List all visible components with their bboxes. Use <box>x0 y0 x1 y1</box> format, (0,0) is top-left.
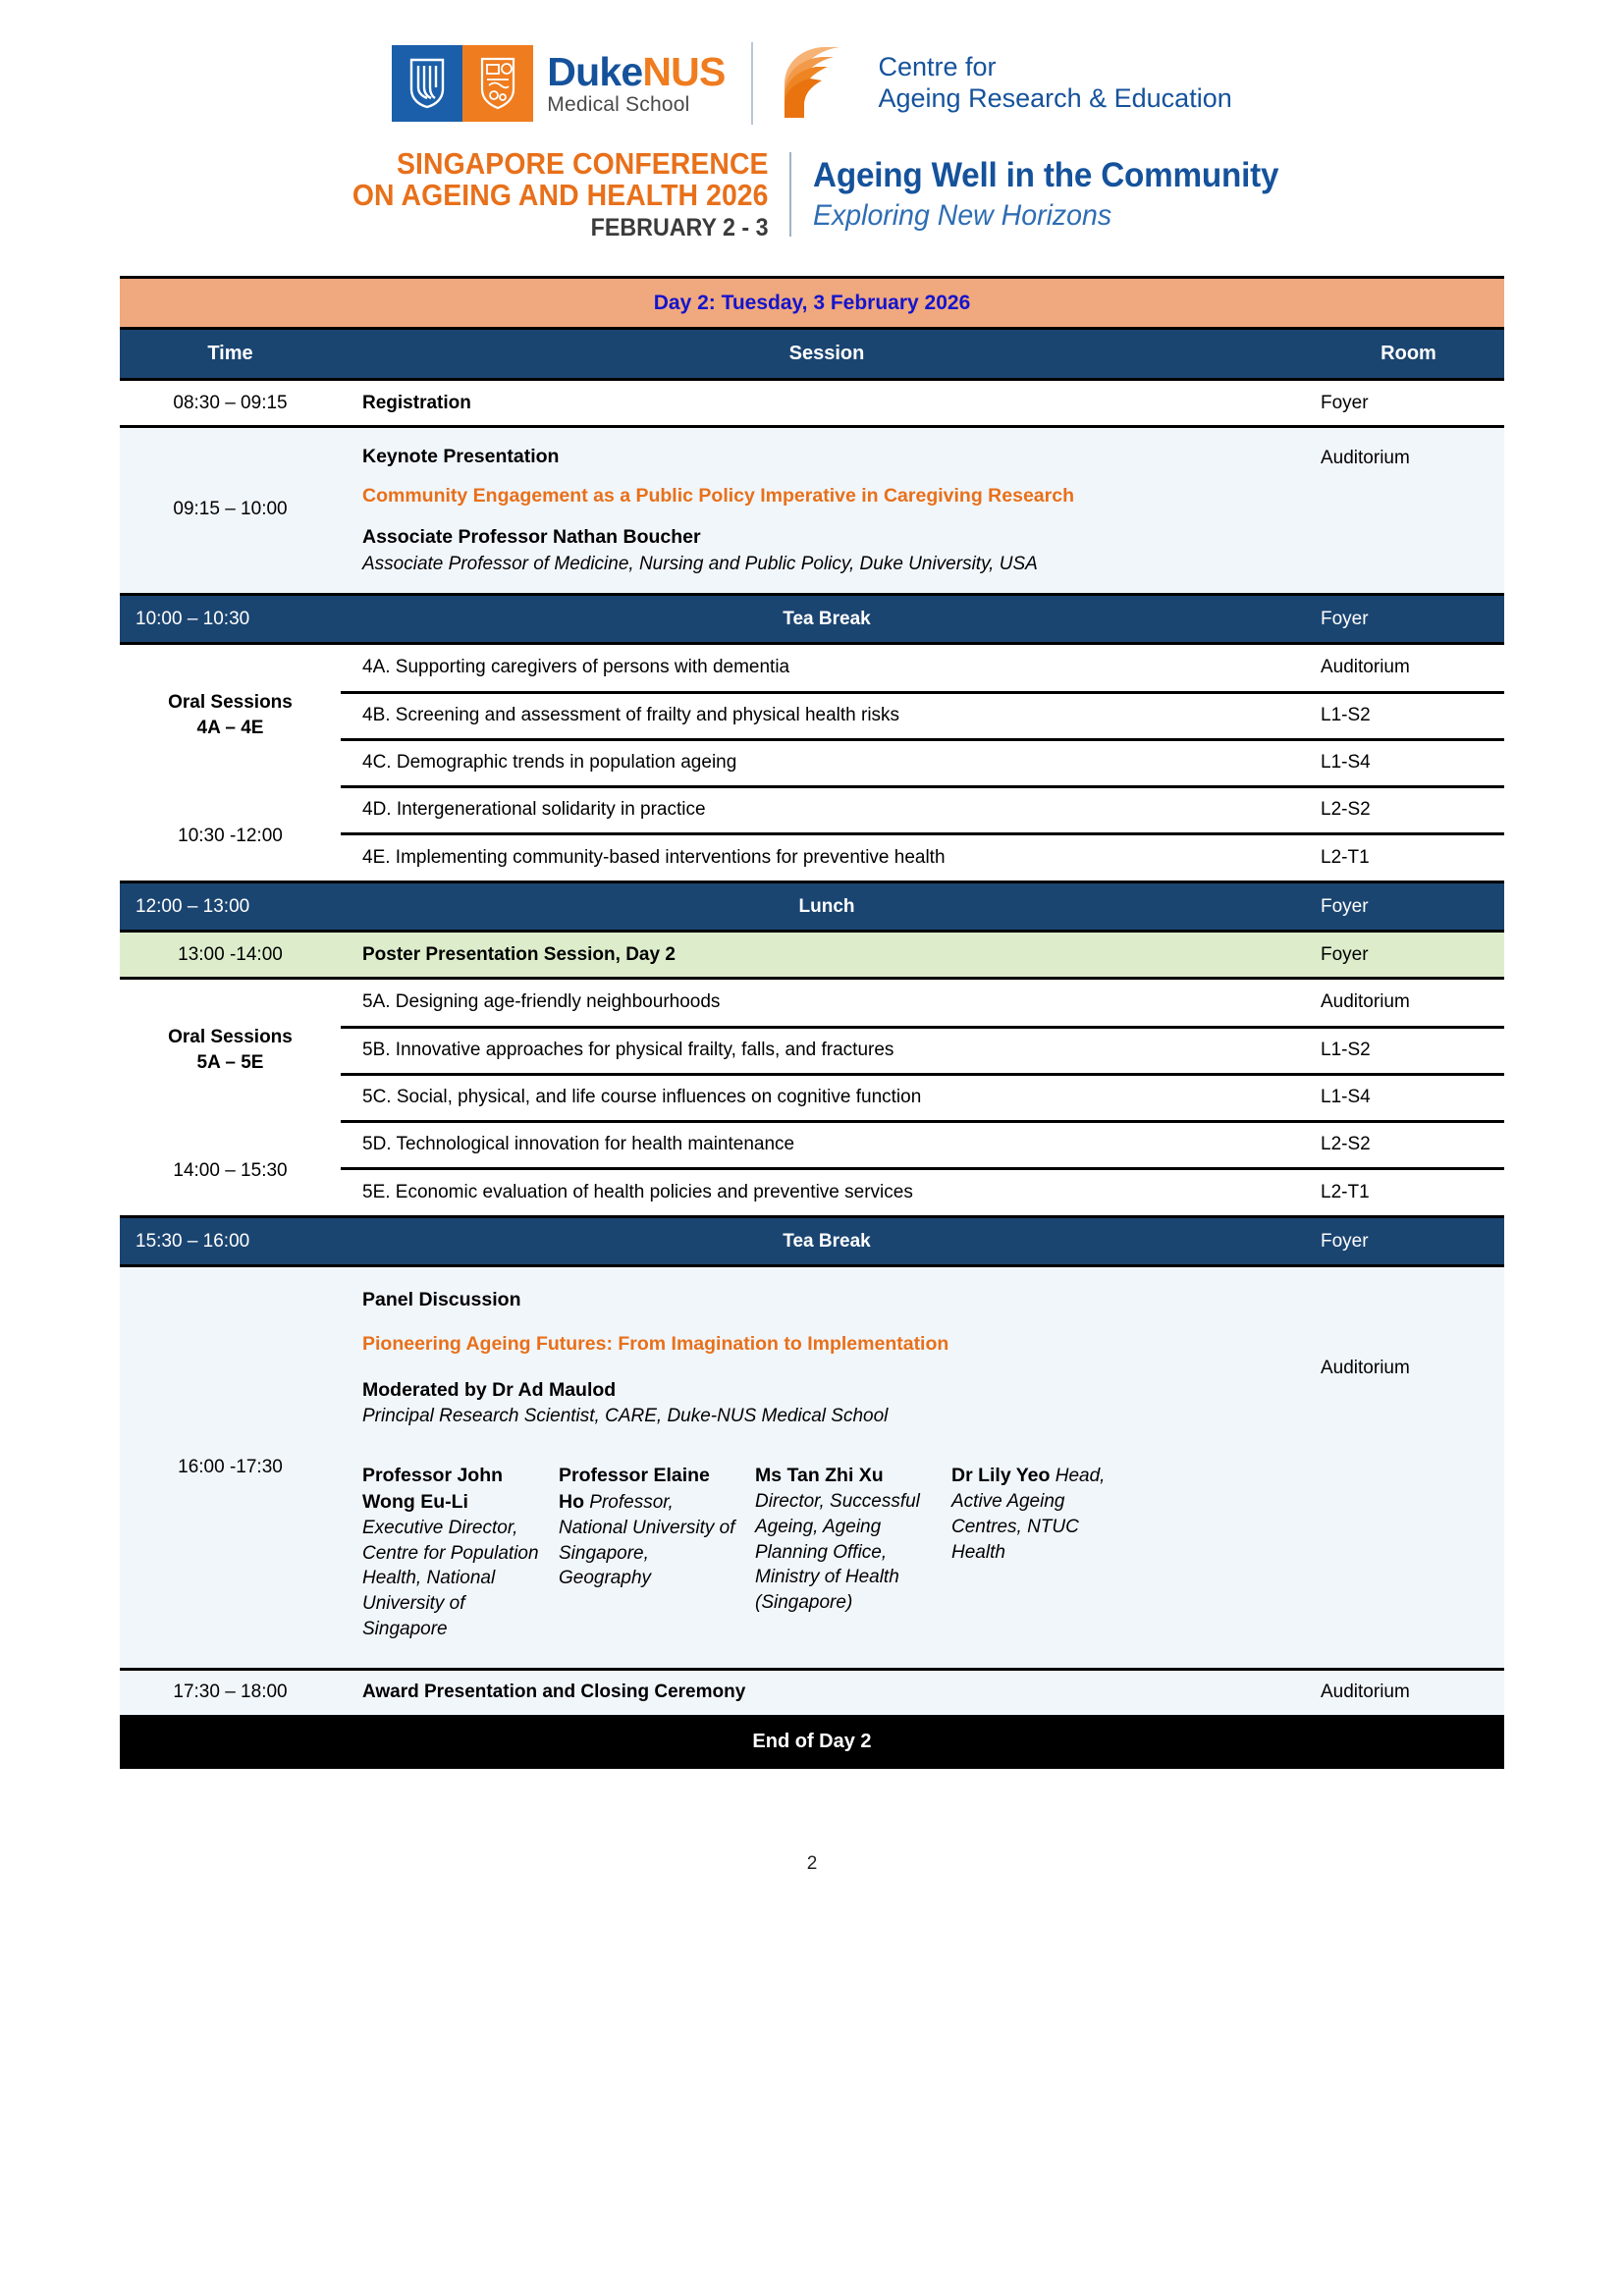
panelist-2-role: Professor, National University of Singapore, Geography <box>559 1491 735 1589</box>
oral-5e-room: L2-T1 <box>1313 1168 1504 1215</box>
tea-break-2-session: Tea Break <box>341 1217 1313 1266</box>
row-lunch <box>120 882 1504 932</box>
dukenus-nus-text: NUS <box>642 48 726 94</box>
oral-4-rows-cell <box>341 644 1504 882</box>
care-swoosh-icon <box>779 41 863 125</box>
panel-moderator: Moderated by Dr Ad Maulod <box>362 1379 617 1402</box>
oral-4-group-range: 4A – 4E <box>196 717 264 738</box>
row-award-ceremony <box>120 1669 1504 1716</box>
oral-5b-room: L1-S2 <box>1313 1027 1504 1074</box>
oral-4d-room: L2-S2 <box>1313 786 1504 833</box>
column-header-row <box>120 329 1504 380</box>
oral-5a-room: Auditorium <box>1313 980 1504 1027</box>
conference-title-block <box>0 148 1624 240</box>
conference-name-line-1: SINGAPORE CONFERENCE <box>396 147 769 181</box>
conference-theme: Ageing Well in the Community <box>813 155 1279 194</box>
oral-4-time-cell <box>120 644 341 882</box>
oral-4e-room: L2-T1 <box>1313 833 1504 881</box>
row-keynote <box>120 427 1504 595</box>
table-row <box>341 1074 1504 1121</box>
care-line-2: Ageing Research & Education <box>878 82 1232 113</box>
keynote-session <box>341 427 1313 595</box>
keynote-label: Keynote Presentation <box>362 446 560 468</box>
list-item <box>755 1463 951 1642</box>
keynote-title: Community Engagement as a Public Policy Imperative in Caregiving Research <box>362 485 1074 507</box>
award-room: Auditorium <box>1313 1669 1504 1716</box>
oral-5c-room: L1-S4 <box>1313 1074 1504 1121</box>
oral-5-subtable <box>341 980 1504 1215</box>
row-end-of-day <box>120 1716 1504 1767</box>
oral-5a-session: 5A. Designing age-friendly neighbourhoods <box>341 980 1313 1027</box>
dukenus-subtitle: Medical School <box>547 92 690 116</box>
oral-5-group-label: Oral Sessions <box>168 1027 293 1048</box>
care-logo <box>779 41 1232 125</box>
column-header-time: Time <box>120 329 341 380</box>
poster-session: Poster Presentation Session, Day 2 <box>341 932 1313 979</box>
oral-5b-session: 5B. Innovative approaches for physical frailty, falls, and fractures <box>341 1027 1313 1074</box>
oral-4c-session: 4C. Demographic trends in population ageing <box>341 739 1313 786</box>
oral-5-group-range: 5A – 5E <box>196 1051 264 1073</box>
table-row <box>341 1168 1504 1215</box>
oral-4-subtable <box>341 645 1504 881</box>
oral-5-rows-cell <box>341 979 1504 1217</box>
end-of-day-text: End of Day 2 <box>120 1716 1504 1767</box>
registration-room: Foyer <box>1313 380 1504 427</box>
row-tea-break-1 <box>120 595 1504 644</box>
page-number: 2 <box>806 1852 818 1874</box>
oral-4d-session: 4D. Intergenerational solidarity in practice <box>341 786 1313 833</box>
row-poster-session <box>120 932 1504 979</box>
panelist-4-name: Dr Lily Yeo <box>951 1465 1051 1487</box>
duke-shield-icon <box>392 45 462 122</box>
list-item <box>362 1463 559 1642</box>
oral-5d-room: L2-S2 <box>1313 1121 1504 1168</box>
table-row <box>341 1121 1504 1168</box>
award-time: 17:30 – 18:00 <box>120 1669 341 1716</box>
oral-5-time: 14:00 – 15:30 <box>173 1160 288 1182</box>
panel-title: Pioneering Ageing Futures: From Imagination to Implementation <box>362 1333 949 1356</box>
keynote-affiliation: Associate Professor of Medicine, Nursing and Public Policy, Duke University, USA <box>362 554 1038 575</box>
dukenus-crest-pair <box>392 45 533 122</box>
row-registration <box>120 380 1504 427</box>
column-header-session: Session <box>341 329 1313 380</box>
dukenus-logo <box>392 45 725 122</box>
schedule-table <box>120 276 1504 1769</box>
panelist-1-name: Professor John Wong Eu-Li <box>362 1465 504 1513</box>
care-line-1: Centre for <box>878 51 997 81</box>
panelist-1-role: Executive Director, Centre for Population Health, National University of Singapore <box>362 1517 539 1640</box>
panel-session <box>341 1266 1313 1670</box>
tea-break-1-session: Tea Break <box>341 595 1313 644</box>
panelist-list <box>362 1463 1313 1642</box>
row-oral-sessions-4 <box>120 644 1504 882</box>
title-divider <box>789 152 791 237</box>
registration-session: Registration <box>341 380 1313 427</box>
panel-label: Panel Discussion <box>362 1289 521 1311</box>
oral-5d-session: 5D. Technological innovation for health maintenance <box>341 1121 1313 1168</box>
logo-divider <box>751 42 753 125</box>
oral-4-group-label: Oral Sessions <box>168 692 293 714</box>
conference-theme-block <box>813 157 1303 233</box>
panelist-4-role: Head, Active Ageing Centres, NTUC Health <box>951 1466 1106 1563</box>
keynote-speaker: Associate Professor Nathan Boucher <box>362 526 701 549</box>
panelist-3-role: Director, Successful Ageing, Ageing Planning Office, Ministry of Health (Singapore) <box>755 1490 920 1614</box>
tea-break-2-time: 15:30 – 16:00 <box>120 1217 341 1266</box>
panelist-2-name: Professor Elaine Ho <box>559 1465 710 1513</box>
table-row <box>341 1027 1504 1074</box>
column-header-room: Room <box>1313 329 1504 380</box>
oral-4a-room: Auditorium <box>1313 645 1504 692</box>
panel-time: 16:00 -17:30 <box>120 1266 341 1670</box>
conference-tagline: Exploring New Horizons <box>813 199 1112 233</box>
dukenus-duke-text: Duke <box>547 48 643 94</box>
conference-name-line-2: ON AGEING AND HEALTH 2026 <box>352 179 769 213</box>
keynote-room: Auditorium <box>1313 427 1504 595</box>
logo-header <box>0 0 1624 125</box>
panel-moderator-affiliation: Principal Research Scientist, CARE, Duke-NUS Medical School <box>362 1406 889 1427</box>
row-panel-discussion <box>120 1266 1504 1670</box>
panelist-3-name: Ms Tan Zhi Xu <box>755 1465 884 1487</box>
row-tea-break-2 <box>120 1217 1504 1266</box>
list-item <box>951 1463 1148 1642</box>
keynote-time: 09:15 – 10:00 <box>120 427 341 595</box>
table-row <box>341 833 1504 881</box>
conference-dates: FEBRUARY 2 - 3 <box>590 213 769 241</box>
tea-break-1-room: Foyer <box>1313 595 1504 644</box>
nus-shield-icon <box>462 45 533 122</box>
registration-time: 08:30 – 09:15 <box>120 380 341 427</box>
table-row <box>341 692 1504 739</box>
oral-5e-session: 5E. Economic evaluation of health policies and preventive services <box>341 1168 1313 1215</box>
day-banner-row <box>120 278 1504 329</box>
tea-break-2-room: Foyer <box>1313 1217 1504 1266</box>
oral-4b-session: 4B. Screening and assessment of frailty and physical health risks <box>341 692 1313 739</box>
day-banner-text: Day 2: Tuesday, 3 February 2026 <box>120 278 1504 329</box>
conference-name <box>321 148 769 240</box>
tea-break-1-time: 10:00 – 10:30 <box>120 595 341 644</box>
oral-5-time-cell <box>120 979 341 1217</box>
oral-4e-session: 4E. Implementing community-based interventions for preventive health <box>341 833 1313 881</box>
oral-4-time: 10:30 -12:00 <box>178 826 283 847</box>
row-oral-sessions-5 <box>120 979 1504 1217</box>
panel-room: Auditorium <box>1313 1266 1504 1670</box>
poster-time: 13:00 -14:00 <box>120 932 341 979</box>
oral-4a-session: 4A. Supporting caregivers of persons with dementia <box>341 645 1313 692</box>
care-wordmark <box>879 52 1232 115</box>
poster-room: Foyer <box>1313 932 1504 979</box>
award-session: Award Presentation and Closing Ceremony <box>341 1669 1313 1716</box>
dukenus-wordmark <box>547 48 726 116</box>
lunch-room: Foyer <box>1313 882 1504 932</box>
table-row <box>341 645 1504 692</box>
lunch-session: Lunch <box>341 882 1313 932</box>
table-row <box>341 980 1504 1027</box>
oral-4c-room: L1-S4 <box>1313 739 1504 786</box>
lunch-time: 12:00 – 13:00 <box>120 882 341 932</box>
table-row <box>341 786 1504 833</box>
list-item <box>559 1463 755 1642</box>
oral-4b-room: L1-S2 <box>1313 692 1504 739</box>
table-row <box>341 739 1504 786</box>
oral-5c-session: 5C. Social, physical, and life course influences on cognitive function <box>341 1074 1313 1121</box>
